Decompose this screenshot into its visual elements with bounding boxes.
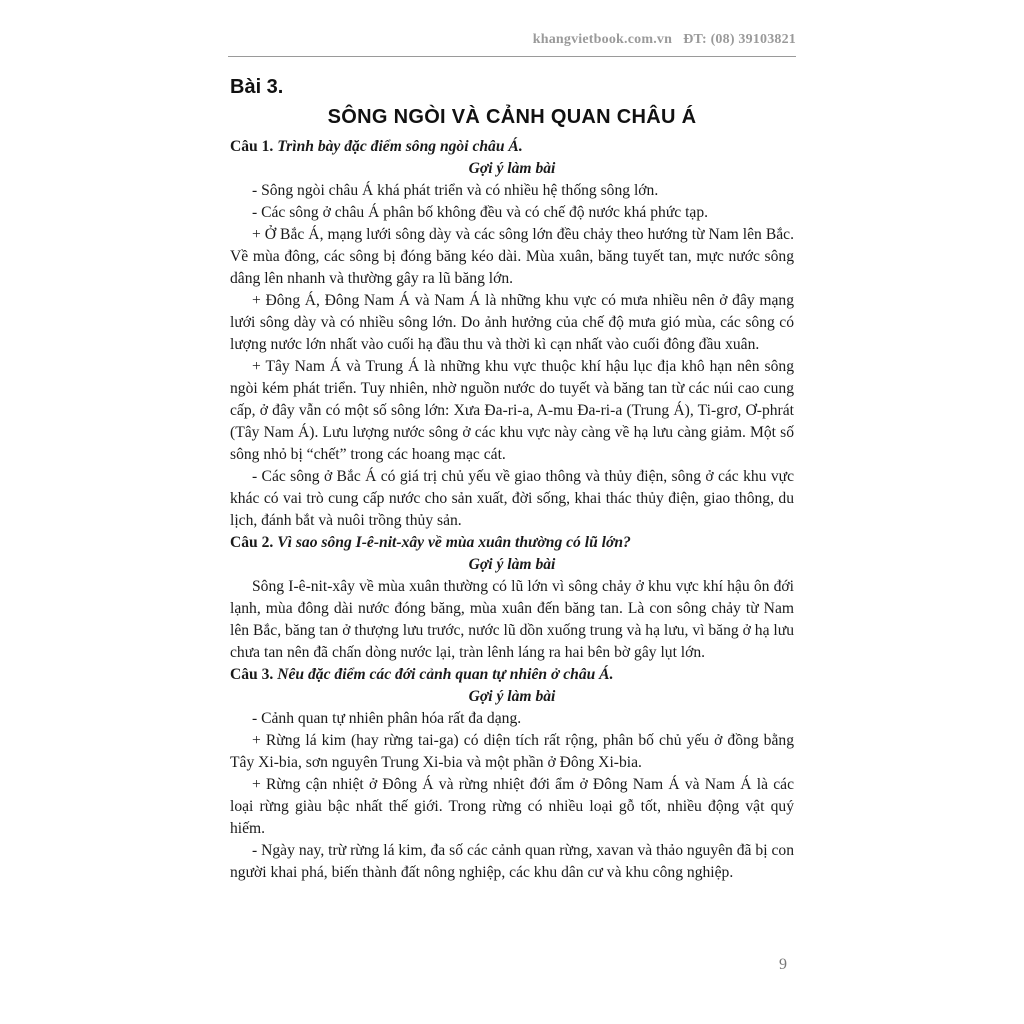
paragraph: + Đông Á, Đông Nam Á và Nam Á là những khu vực có mưa nhiều nên ở đây mạng lưới sông dày và có nhiều sông lớn. Do ảnh hưởng của chế độ mưa gió mùa, các sông có lượng nước lớn nhất vào cuối hạ đầu thu và thời kì cạn nhất vào cuối đông đầu xuân. — [230, 292, 794, 353]
paragraph: - Sông ngòi châu Á khá phát triển và có nhiều hệ thống sông lớn. — [252, 182, 659, 199]
question-label: Câu 2. — [230, 534, 274, 551]
question-text: Nêu đặc điểm các đới cảnh quan tự nhiên ở châu Á. — [277, 666, 614, 683]
paragraph: - Ngày nay, trừ rừng lá kim, đa số các cảnh quan rừng, xavan và thảo nguyên đã bị con người khai phá, biến thành đất nông nghiệp, các khu dân cư và khu công nghiệp. — [230, 842, 794, 881]
question-text: Trình bày đặc điểm sông ngòi châu Á. — [277, 138, 523, 155]
hint-heading: Gợi ý làm bài — [468, 160, 556, 177]
page-header — [533, 32, 796, 48]
paragraph: + Tây Nam Á và Trung Á là những khu vực thuộc khí hậu lục địa khô hạn nên sông ngòi kém phát triển. Tuy nhiên, nhờ nguồn nước do tuyết và băng tan từ các núi cao cung cấp, ở đây vẫn có một số sông lớn: Xưa Đa-ri-a, A-mu Đa-ri-a (Trung Á), Ti-grơ, Ơ-phrát (Tây Nam Á). Lưu lượng nước sông ở các khu vực này càng về hạ lưu càng giảm. Một số sông nhỏ bị “chết” trong các hoang mạc cát. — [230, 358, 794, 463]
question-label: Câu 1. — [230, 138, 274, 155]
question-text: Vì sao sông I-ê-nit-xây về mùa xuân thường có lũ lớn? — [277, 534, 631, 551]
question-2 — [230, 532, 794, 554]
page-number: 9 — [779, 956, 787, 973]
paragraph: - Cảnh quan tự nhiên phân hóa rất đa dạng. — [252, 710, 522, 727]
lesson-label: Bài 3. — [230, 76, 284, 98]
header-site: khangvietbook.com.vn — [532, 32, 673, 47]
header-rule — [228, 56, 796, 57]
question-label: Câu 3. — [230, 666, 274, 683]
paragraph: Sông I-ê-nit-xây về mùa xuân thường có lũ lớn vì sông chảy ở khu vực khí hậu ôn đới lạnh, mùa đông dài nước đóng băng, mùa xuân đến băng tan. Là con sông chảy từ Nam lên Bắc, băng tan ở thượng lưu trước, nước lũ dồn xuống trung và hạ lưu, vì băng ở hạ lưu chưa tan nên đã chấn dòng nước lại, tràn lênh láng ra hai bên bờ gây lụt lớn. — [230, 578, 794, 661]
question-1 — [230, 136, 794, 158]
paragraph: + Rừng cận nhiệt ở Đông Á và rừng nhiệt đới ẩm ở Đông Nam Á và Nam Á là các loại rừng giàu bậc nhất thế giới. Trong rừng có nhiều loại gỗ tốt, nhiều động vật quý hiếm. — [230, 776, 794, 837]
hint-heading: Gợi ý làm bài — [468, 556, 556, 573]
paragraph: + Ở Bắc Á, mạng lưới sông dày và các sông lớn đều chảy theo hướng từ Nam lên Bắc. Về mùa đông, các sông bị đóng băng kéo dài. Mùa xuân, băng tuyết tan, mực nước sông dâng lên nhanh và thường gây ra lũ băng lớn. — [230, 226, 794, 287]
question-3 — [230, 664, 794, 686]
header-phone: ĐT: (08) 39103821 — [683, 32, 796, 47]
page-title: SÔNG NGÒI VÀ CẢNH QUAN CHÂU Á — [327, 106, 697, 128]
paragraph: - Các sông ở Bắc Á có giá trị chủ yếu về giao thông và thủy điện, sông ở các khu vực khác có vai trò cung cấp nước cho sản xuất, đời sống, khai thác thủy điện, giao thông, du lịch, đánh bắt và nuôi trồng thủy sản. — [230, 468, 794, 529]
hint-heading: Gợi ý làm bài — [468, 688, 556, 705]
paragraph: + Rừng lá kim (hay rừng tai-ga) có diện tích rất rộng, phân bố chủ yếu ở đồng bằng Tây Xi-bia, sơn nguyên Trung Xi-bia và một phần ở Đông Xi-bia. — [230, 732, 794, 771]
paragraph: - Các sông ở châu Á phân bố không đều và có chế độ nước khá phức tạp. — [252, 204, 709, 221]
lesson-content — [230, 136, 794, 884]
